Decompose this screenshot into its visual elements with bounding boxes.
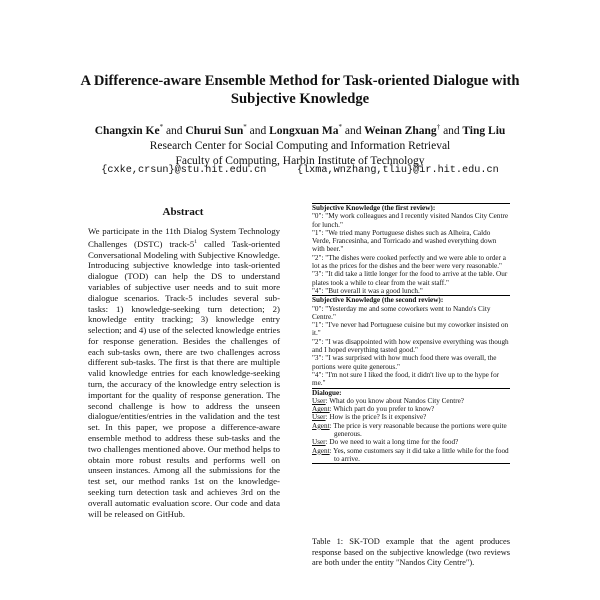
and-word: and	[344, 124, 362, 137]
review-line: "4": "I'm not sure I liked the food, it didn't live up to the hype for me."	[312, 370, 500, 388]
author-names	[40, 120, 560, 139]
speaker-label: Agent	[312, 446, 330, 455]
speaker-label: Agent	[312, 405, 330, 414]
author-block	[40, 120, 560, 169]
example-table	[312, 203, 510, 464]
email-right: {lxma,wnzhang,tliu}@ir.hit.edu.cn	[296, 165, 499, 176]
turn-text: The price is very reasonable because the portions were quite generous.	[333, 421, 507, 439]
and-word: and	[249, 124, 267, 137]
dialogue-turn: User: How is the price? Is it expensive?	[312, 413, 427, 422]
author-mark: *	[243, 123, 247, 131]
dialogue-header: Dialogue:	[312, 388, 342, 397]
speaker-label: User	[312, 413, 326, 422]
review-line: "1": "I've never had Portuguese cuisine but my coworker insisted on it."	[312, 321, 509, 338]
dialogue-turn: Agent: The price is very reasonable because the portions were quite generous.	[312, 421, 507, 439]
review-line: "0": "Yesterday me and some coworkers went to Nando's City Centre."	[312, 304, 491, 321]
author-name: Changxin Ke	[94, 124, 160, 137]
author-name: Churui Sun	[185, 124, 244, 137]
dialogue-section	[312, 388, 510, 464]
turn-text: Do we need to wait a long time for the food?	[329, 438, 459, 447]
turn-text: How is the price? Is it expensive?	[329, 413, 427, 422]
review-line: "2": "I was disappointed with how expensive everything was though and I hoped everything tasted good."	[312, 337, 509, 355]
and-word: and	[165, 124, 183, 137]
review-line: "4": "But overall it was a good lunch."	[312, 286, 423, 295]
review-line: "2": "The dishes were cooked perfectly and we were able to order a lot as the prices for the dishes and the beer were very reasonable."	[312, 253, 506, 271]
dialogue-turn: User: Do we need to wait a long time for the food?	[312, 438, 459, 447]
review-1-header: Subjective Knowledge (the first review):	[312, 204, 436, 212]
review-2-header: Subjective Knowledge (the second review):	[312, 296, 444, 305]
paper-title-line-1: A Difference-aware Ensemble Method for Task-oriented Dialogue with	[80, 73, 520, 89]
email-left: {cxke,crsun}@stu.hit.edu.cn	[101, 165, 267, 176]
abstract-text-a: We participate in the 11th Dialog System Technology Challenges (DSTC) track-5	[88, 226, 280, 249]
speaker-label: User	[312, 438, 326, 447]
turn-text: What do you know about Nandos City Centre?	[329, 396, 464, 405]
speaker-label: Agent	[312, 421, 330, 430]
affiliation-line-2: Faculty of Computing, Harbin Institute of Technology	[175, 154, 425, 167]
paper-title	[40, 72, 560, 108]
author-mark: *	[159, 123, 164, 131]
review-1-section	[312, 204, 510, 295]
turn-text: Yes, some customers say it did take a little while for the food to arrive.	[333, 446, 509, 463]
paper-title-line-2: Subjective Knowledge	[230, 91, 370, 107]
and-word: and	[443, 124, 460, 137]
author-mark: *	[338, 123, 342, 131]
abstract-heading: Abstract	[162, 206, 204, 218]
dialogue-turn: User: What do you know about Nandos City Centre?	[312, 396, 464, 405]
review-2-section	[312, 295, 510, 387]
review-line: "0": "My work colleagues and I recently visited Nandos City Centre for lunch."	[312, 212, 509, 229]
author-emails	[40, 164, 560, 178]
speaker-label: User	[312, 396, 326, 405]
table-caption: Table 1: SK-TOD example that the agent produces response based on the subjective knowledge (two reviews are both under the entity "Nandos City Centre").	[312, 537, 510, 568]
dialogue-turn: Agent: Yes, some customers say it did take a little while for the food to arrive.	[312, 446, 509, 463]
review-line: "1": "We tried many Portuguese dishes such as Alheira, Caldo Verde, Francesinha, and Torricado and washed everything down with beer."	[312, 228, 497, 254]
author-mark: †	[436, 123, 441, 131]
turn-text: Which part do you prefer to know?	[333, 405, 435, 414]
author-name: Weinan Zhang	[364, 124, 437, 137]
author-name: Ting Liu	[462, 124, 506, 137]
dialogue-turn: Agent: Which part do you prefer to know?	[312, 405, 435, 414]
abstract-text-b: called Task-oriented Conversational Modeling with Subjective Knowledge. Introducing subjective knowledge into task-oriented dialogue (TOD) can help the DS to understand variables of subjective user needs and to suit more dialogue scenarios. Track-5 includes several sub-tasks: 1) knowledge-seeking turn detection; 2) knowledge entity tracking; 3) knowledge entry selection; and 4) use of the selected knowledge entries for response generation. Besides the challenges of each sub-tasks own, there are two challenges across different sub-tasks. The first is that there are multiple valid knowledge entries for each knowledge-seeking turn, the accuracy of the knowledge entry selection is important for the quality of response generation. The second challenge is how to address the unseen dialogue/entities/entries in the validation and the test set. In this paper, we propose a difference-aware ensemble method to address these sub-tasks and the two challenges mentioned above. Our method helps to obtain more robust results and performs well on unseen instances. Among all the submissions for the test set, our method ranks 1st on the knowledge-seeking turn detection task and achieves 3rd on the overall automatic evaluation score. Our code and data will be released on GitHub.	[88, 238, 280, 519]
footnote-mark: 1	[194, 238, 197, 245]
affiliation-line-1: Research Center for Social Computing and Information Retrieval	[149, 139, 451, 152]
review-line: "3": "It did take a little longer for the food to arrive at the table. Our plates took a while to clear from the wait staff."	[312, 270, 508, 287]
abstract-text	[88, 226, 280, 519]
author-name: Longxuan Ma	[269, 124, 339, 137]
review-line: "3": "I was surprised with how much food there was overall, the portions were quite generous."	[312, 354, 497, 371]
